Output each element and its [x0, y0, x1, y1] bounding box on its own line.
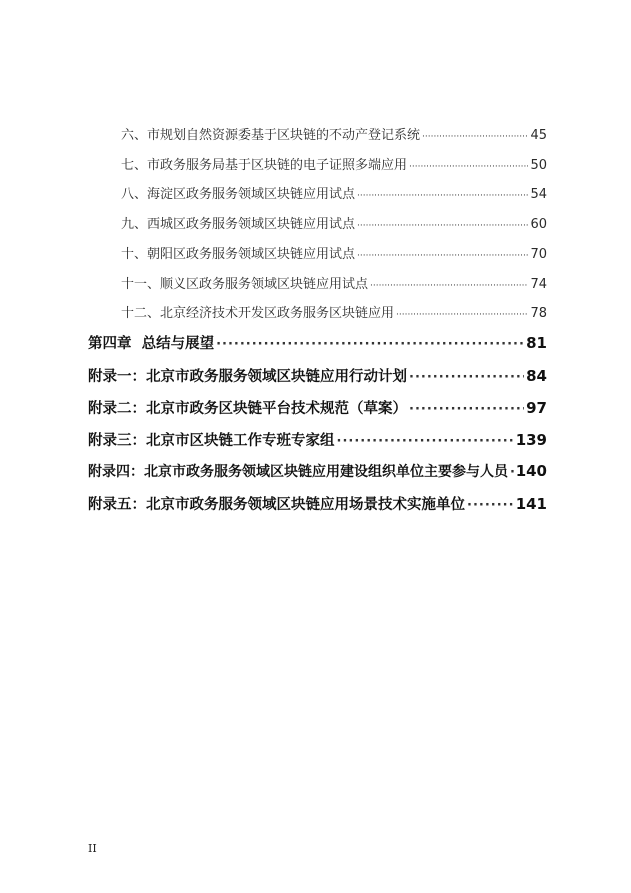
toc-appendix-entry[interactable] [88, 365, 547, 386]
dot-leader [396, 310, 528, 320]
dot-leader [409, 402, 524, 417]
toc-entry-page: 141 [515, 495, 547, 513]
dot-leader [357, 251, 528, 261]
toc-entry-title: 附录五：北京市政务服务领域区块链应用场景技术实施单位 [88, 497, 465, 513]
dot-leader [409, 370, 524, 385]
toc-entry-title: 七、市政务服务局基于区块链的电子证照多端应用 [121, 158, 408, 173]
toc-entry[interactable] [121, 124, 547, 143]
toc-entry-title: 附录二：北京市政务区块链平台技术规范（草案） [88, 401, 407, 417]
toc-entry-page: 74 [530, 277, 547, 292]
toc-entry-title: 十二、北京经济技术开发区政务服务区块链应用 [121, 306, 395, 321]
toc-entry-title: 十、朝阳区政务服务领域区块链应用试点 [121, 247, 356, 262]
dot-leader [510, 465, 514, 480]
toc-entry-title: 六、市规划自然资源委基于区块链的不动产登记系统 [121, 128, 421, 143]
toc-entry[interactable] [121, 273, 547, 292]
dot-leader [216, 337, 524, 352]
toc-entry-page: 84 [526, 367, 547, 385]
toc-entry-page: 81 [526, 334, 547, 352]
toc-entry-page: 97 [526, 399, 547, 417]
page-number: II [88, 842, 97, 855]
toc-entry-title: 附录三：北京市区块链工作专班专家组 [88, 433, 335, 449]
toc-entry-page: 139 [515, 431, 547, 449]
toc-appendix-entry[interactable] [88, 461, 547, 481]
toc-entry-title: 附录一：北京市政务服务领域区块链应用行动计划 [88, 369, 407, 385]
dot-leader [357, 191, 528, 201]
toc-entry-title: 第四章 总结与展望 [88, 336, 215, 352]
toc-entry[interactable] [121, 183, 547, 202]
dot-leader [422, 132, 528, 142]
toc-appendix-entry[interactable] [88, 493, 547, 514]
toc-entry[interactable] [121, 302, 547, 321]
toc-entry-page: 78 [530, 306, 547, 321]
dot-leader [357, 221, 528, 231]
toc-chapter-entry[interactable] [88, 332, 547, 353]
toc-entry-title: 八、海淀区政务服务领域区块链应用试点 [121, 187, 356, 202]
toc-entry-page: 45 [530, 128, 547, 143]
toc-appendix-entry[interactable] [88, 397, 547, 418]
toc-entry[interactable] [121, 243, 547, 262]
dot-leader [370, 281, 528, 291]
toc-entry[interactable] [121, 213, 547, 232]
toc-entry-title: 十一、顺义区政务服务领域区块链应用试点 [121, 277, 369, 292]
toc-appendix-entry[interactable] [88, 429, 547, 450]
dot-leader [467, 498, 514, 513]
toc-entry-page: 54 [530, 187, 547, 202]
dot-leader [337, 434, 514, 449]
toc-entry[interactable] [121, 154, 547, 173]
dot-leader [409, 162, 528, 172]
toc-entry-page: 60 [530, 217, 547, 232]
toc-entry-page: 70 [530, 247, 547, 262]
toc-entry-title: 九、西城区政务服务领域区块链应用试点 [121, 217, 356, 232]
toc-entry-page: 140 [515, 462, 547, 480]
toc-entry-page: 50 [530, 158, 547, 173]
toc-entry-title: 附录四：北京市政务服务领域区块链应用建设组织单位主要参与人员 [88, 464, 508, 480]
